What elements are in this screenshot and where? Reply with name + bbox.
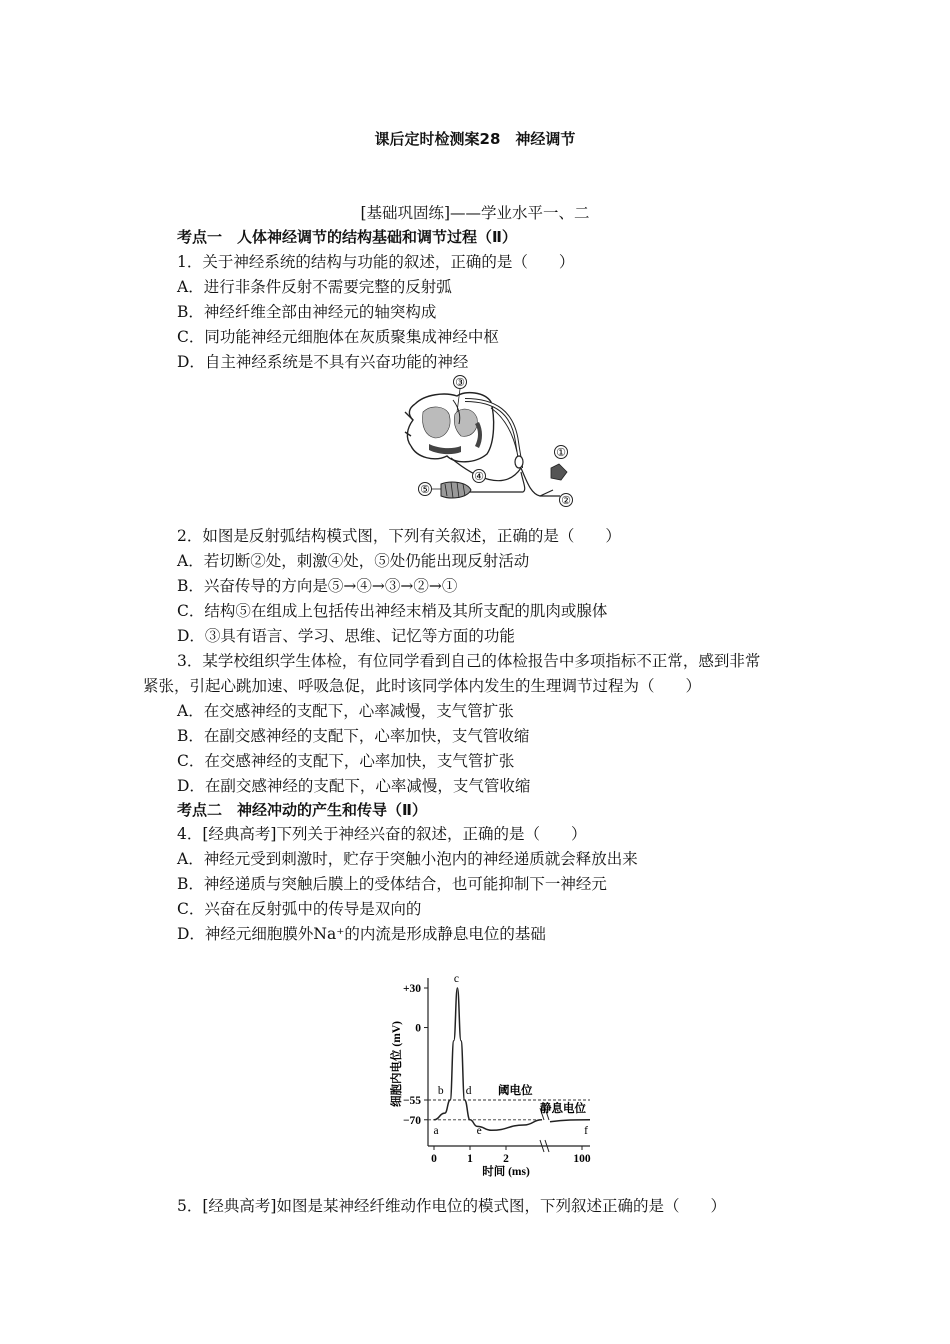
- question-3-option-d: D．在副交感神经的支配下，心率减慢，支气管收缩: [177, 777, 531, 795]
- action-potential-tail: [550, 1120, 590, 1122]
- question-3-stem-line-2: 紧张，引起心跳加速、呼吸急促，此时该同学体内发生的生理调节过程为（ ）: [143, 677, 702, 695]
- question-2-option-b: B．兴奋传导的方向是⑤→④→③→②→①: [177, 577, 458, 595]
- section-heading: [基础巩固练]——学业水平一、二: [360, 204, 590, 222]
- question-1-stem: 1．关于神经系统的结构与功能的叙述，正确的是（ ）: [177, 253, 575, 271]
- point-label-c: c: [453, 973, 459, 985]
- question-2-option-d: D．③具有语言、学习、思维、记忆等方面的功能: [177, 627, 515, 645]
- question-3-stem-line-1: 3．某学校组织学生体检，有位同学看到自己的体检报告中多项指标不正常，感到非常: [177, 652, 761, 670]
- question-4-option-d: D．神经元细胞膜外Na⁺的内流是形成静息电位的基础: [177, 925, 546, 943]
- point-label-f: f: [584, 1124, 588, 1137]
- x-tick-label: 2: [503, 1153, 509, 1165]
- topic-heading-1: 考点一 人体神经调节的结构基础和调节过程（Ⅱ）: [177, 228, 517, 246]
- question-3-option-a: A．在交感神经的支配下，心率减慢，支气管扩张: [177, 702, 514, 720]
- y-tick-label: −55: [402, 1095, 421, 1107]
- x-axis-label: 时间 (ms): [482, 1166, 530, 1178]
- reflex-arc-diagram: [395, 372, 595, 508]
- figure1-label-2: ②: [561, 495, 571, 507]
- action-potential-curve: [434, 988, 542, 1130]
- x-tick-label: 1: [467, 1153, 473, 1165]
- figure1-label-1: ①: [556, 447, 566, 459]
- question-2-stem: 2．如图是反射弧结构模式图，下列有关叙述，正确的是（ ）: [177, 527, 621, 545]
- point-label-b: b: [437, 1085, 444, 1097]
- point-label-d: d: [465, 1085, 472, 1097]
- x-tick-label: 100: [573, 1153, 591, 1165]
- topic-heading-2: 考点二 神经冲动的产生和传导（Ⅱ）: [177, 801, 427, 819]
- question-1-option-b: B．神经纤维全部由神经元的轴突构成: [177, 303, 437, 321]
- action-potential-chart: [380, 968, 605, 1180]
- y-axis-label: 细胞内电位 (mV): [391, 1021, 403, 1107]
- figure1-label-4: ④: [474, 471, 484, 483]
- y-tick-label: 0: [415, 1022, 421, 1035]
- question-4-option-a: A．神经元受到刺激时，贮存于突触小泡内的神经递质就会释放出来: [177, 850, 638, 868]
- question-4-option-c: C．兴奋在反射弧中的传导是双向的: [177, 900, 422, 918]
- question-1-option-a: A．进行非条件反射不需要完整的反射弧: [177, 278, 452, 296]
- question-1-option-d: D．自主神经系统是不具有兴奋功能的神经: [177, 353, 469, 371]
- question-3-option-c: C．在交感神经的支配下，心率加快，支气管扩张: [177, 752, 515, 770]
- figure1-label-3: ③: [455, 377, 465, 389]
- question-4-option-b: B．神经递质与突触后膜上的受体结合，也可能抑制下一神经元: [177, 875, 607, 893]
- resting-label: 静息电位: [540, 1102, 586, 1115]
- question-4-stem: 4．[经典高考]下列关于神经兴奋的叙述，正确的是（ ）: [177, 825, 587, 843]
- x-tick-label: 0: [431, 1153, 437, 1165]
- question-5-stem: 5．[经典高考]如图是某神经纤维动作电位的模式图，下列叙述正确的是（ ）: [177, 1197, 726, 1215]
- figure1-label-5: ⑤: [420, 484, 430, 496]
- y-tick-label: −70: [402, 1114, 421, 1127]
- question-1-option-c: C．同功能神经元细胞体在灰质聚集成神经中枢: [177, 328, 499, 346]
- y-tick-label: +30: [402, 983, 421, 995]
- question-3-option-b: B．在副交感神经的支配下，心率加快，支气管收缩: [177, 727, 530, 745]
- threshold-label: 阈电位: [498, 1085, 533, 1097]
- question-2-option-c: C．结构⑤在组成上包括传出神经末梢及其所支配的肌肉或腺体: [177, 602, 608, 620]
- question-2-option-a: A．若切断②处，刺激④处，⑤处仍能出现反射活动: [177, 552, 530, 570]
- point-label-e: e: [476, 1124, 482, 1137]
- page-title: 课后定时检测案28 神经调节: [374, 130, 576, 148]
- point-label-a: a: [433, 1124, 439, 1137]
